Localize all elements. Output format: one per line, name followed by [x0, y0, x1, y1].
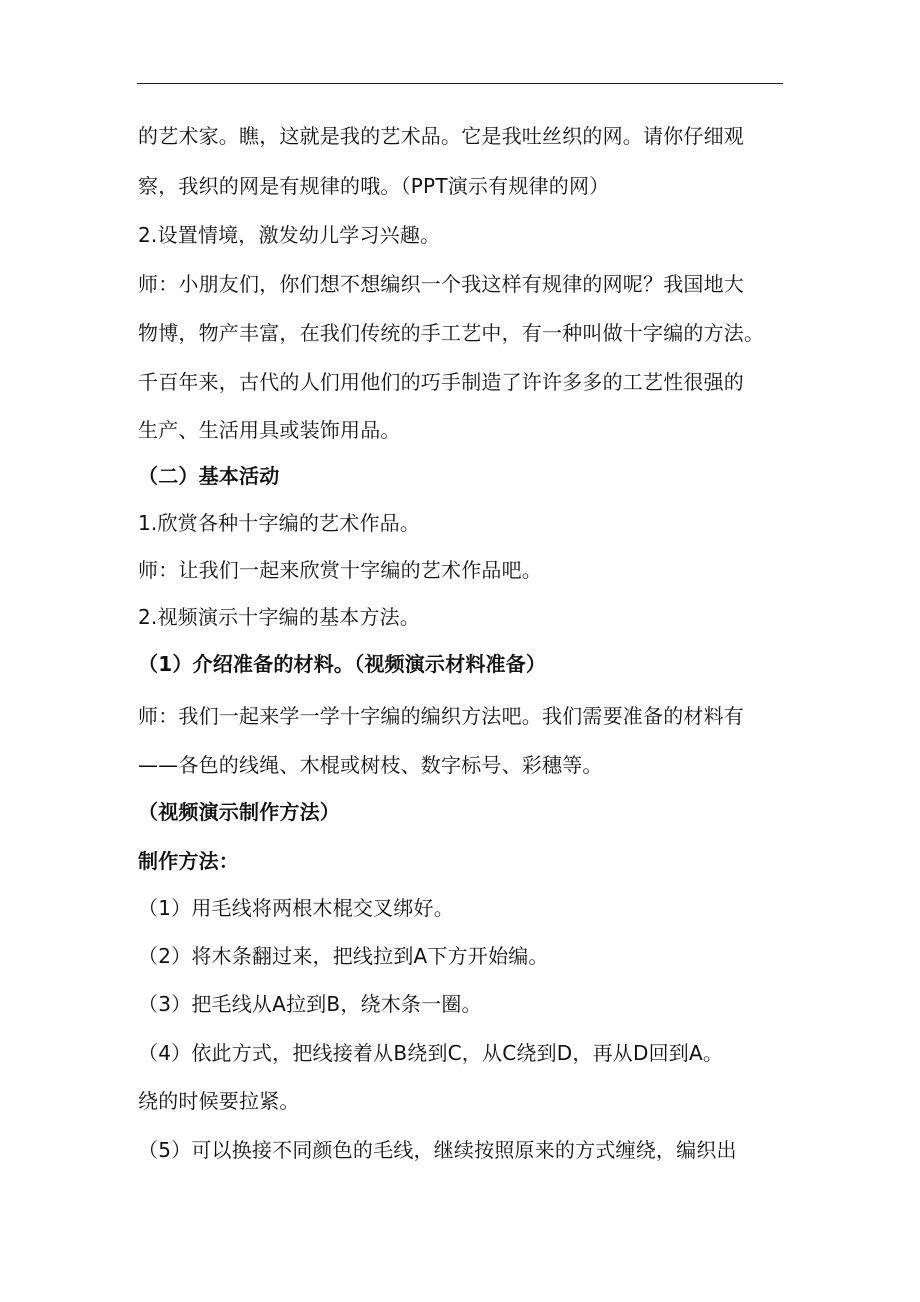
paragraph-line: 物博，物产丰富，在我们传统的手工艺中，有一种叫做十字编的方法。	[138, 321, 765, 345]
paragraph-line: 的艺术家。瞧，这就是我的艺术品。它是我吐丝织的网。请你仔细观	[138, 124, 744, 148]
section-heading: 2.视频演示十字编的基本方法。	[138, 605, 421, 629]
paragraph-line: 绕的时候要拉紧。	[138, 1089, 300, 1113]
list-item: （4）依此方式，把线接着从B绕到C，从C绕到D，再从D回到A。	[138, 1041, 724, 1065]
section-heading: 制作方法：	[138, 849, 239, 873]
section-heading: （1）介绍准备的材料。（视频演示材料准备）	[138, 652, 547, 676]
paragraph-line: 生产、生活用具或装饰用品。	[138, 418, 401, 442]
section-heading: 1.欣赏各种十字编的艺术作品。	[138, 511, 421, 535]
list-item: （3）把毛线从A拉到B，绕木条一圈。	[138, 992, 482, 1016]
section-heading: （二）基本活动	[138, 464, 280, 488]
paragraph-line: 师：让我们一起来欣赏十字编的艺术作品吧。	[138, 558, 542, 582]
section-heading: （视频演示制作方法）	[138, 800, 340, 824]
paragraph-line: 察，我织的网是有规律的哦。（PPT演示有规律的网）	[138, 174, 610, 198]
section-heading: 2.设置情境，激发幼儿学习兴趣。	[138, 223, 441, 247]
paragraph-line: 师：小朋友们，你们想不想编织一个我这样有规律的网呢？我国地大	[138, 272, 744, 296]
paragraph-line: 师：我们一起来学一学十字编的编织方法吧。我们需要准备的材料有	[138, 704, 744, 728]
paragraph-line: ——各色的线绳、木棍或树枝、数字标号、彩穗等。	[138, 753, 603, 777]
paragraph-line: 千百年来，古代的人们用他们的巧手制造了许许多多的工艺性很强的	[138, 370, 744, 394]
list-item: （5）可以换接不同颜色的毛线，继续按照原来的方式缠绕，编织出	[138, 1138, 737, 1162]
list-item: （1）用毛线将两根木棍交叉绑好。	[138, 896, 454, 920]
list-item: （2）将木条翻过来，把线拉到A下方开始编。	[138, 944, 549, 968]
header-rule	[137, 83, 783, 84]
